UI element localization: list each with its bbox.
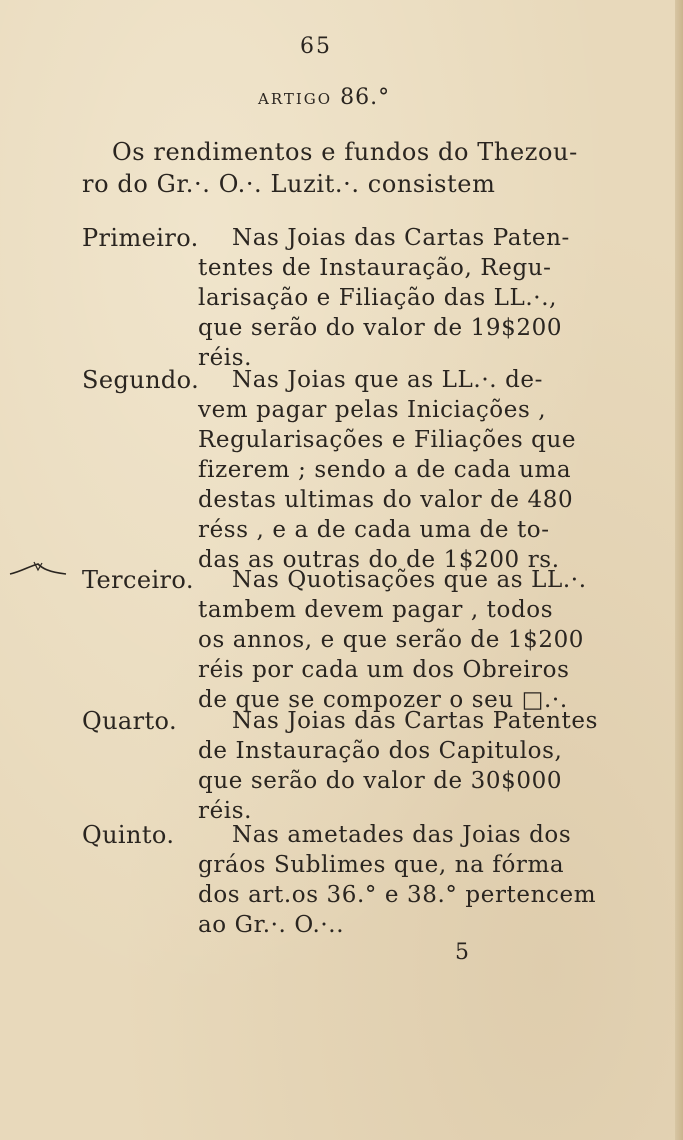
entry-body	[198, 820, 602, 940]
entry-line: Nas Joias que as LL.·. de-	[232, 367, 543, 393]
entry-line: réss , e a de cada uma de to-	[198, 517, 550, 543]
entry-line: ao Gr.·. O.·..	[198, 912, 345, 938]
entry-line: réis por cada um dos Obreiros	[198, 657, 570, 683]
entry-label: Primeiro.	[82, 224, 199, 252]
entry-line-text: de que se compozer o seu	[198, 687, 514, 713]
entry-line: réis.	[198, 345, 253, 371]
entry-body	[198, 223, 602, 373]
entry-line: das as outras do de 1$200 rs.	[198, 547, 560, 573]
article-heading	[258, 85, 390, 110]
entry-line: tambem devem pagar , todos	[198, 597, 554, 623]
entry-line: os annos, e que serão de 1$200	[198, 627, 585, 653]
entry-line: fizerem ; sendo a de cada uma	[198, 457, 572, 483]
entry-line: que serão do valor de 19$200	[198, 315, 563, 341]
intro-line: Os rendimentos e fundos do Thezou-	[112, 138, 578, 166]
article-number: 86.°	[340, 85, 391, 110]
entry-label: Terceiro.	[82, 566, 194, 594]
entry-line: destas ultimas do valor de 480	[198, 487, 574, 513]
entry-line: de Instauração dos Capitulos,	[198, 738, 563, 764]
intro-paragraph	[82, 136, 602, 200]
article-prefix: ARTIGO	[258, 90, 333, 108]
entry-line: Nas Joias das Cartas Patentes	[232, 708, 599, 734]
lodge-symbol: □.·.	[521, 687, 568, 713]
entry-line: tentes de Instauração, Regu-	[198, 255, 552, 281]
entry-line: Regularisações e Filiações que	[198, 427, 577, 453]
entry-line: dos art.os 36.° e 38.° pertencem	[198, 882, 597, 908]
page-number: 65	[300, 34, 332, 59]
entry-line: Nas ametades das Joias dos	[232, 822, 572, 848]
entry-line: Nas Joias das Cartas Paten-	[232, 225, 570, 251]
entry-label: Quinto.	[82, 821, 175, 849]
entry-line: réis.	[198, 798, 253, 824]
entry-line: que serão do valor de 30$000	[198, 768, 563, 794]
entry-line: larisação e Filiação das LL.·.,	[198, 285, 558, 311]
page-edge	[675, 0, 683, 1140]
signature-mark: 5	[455, 940, 469, 965]
entry-body	[198, 365, 602, 575]
entry-line: vem pagar pelas Iniciações ,	[198, 397, 547, 423]
entry-body	[198, 706, 602, 826]
entry-label: Quarto.	[82, 707, 178, 735]
entry-body	[198, 565, 602, 715]
entry-line: Nas Quotisações que as LL.·.	[232, 567, 587, 593]
entry-label: Segundo.	[82, 366, 200, 394]
intro-line: ro do Gr.·. O.·. Luzit.·. consistem	[82, 170, 496, 198]
ink-mark-icon	[8, 560, 68, 580]
entry-line: gráos Sublimes que, na fórma	[198, 852, 565, 878]
